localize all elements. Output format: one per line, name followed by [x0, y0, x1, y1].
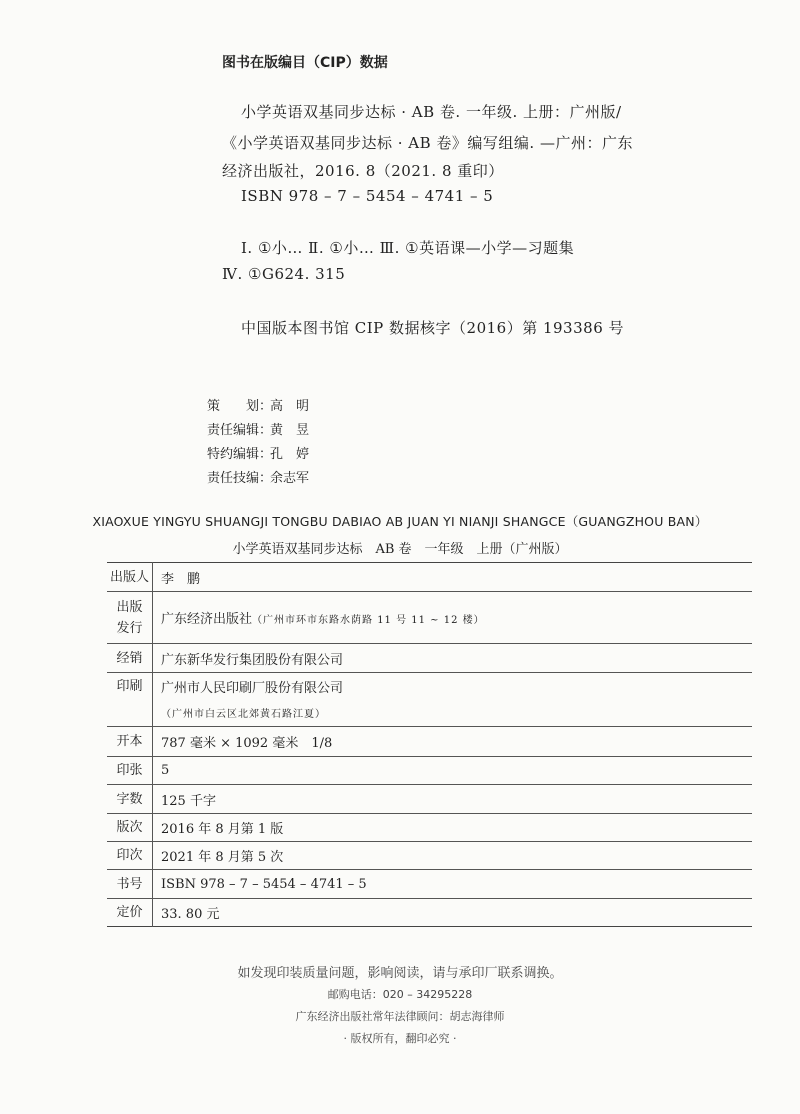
credit-label: 策 划：	[207, 399, 273, 414]
cip-line-1: 小学英语双基同步达标 · AB 卷. 一年级. 上册：广州版/	[241, 103, 622, 121]
publisher-address: （广州市环市东路水荫路 11 号 11 ~ 12 楼）	[252, 615, 485, 626]
row-value: 5	[161, 763, 170, 778]
cip-line-3: 经济出版社，2016. 8（2021. 8 重印）	[222, 162, 504, 180]
row-label: 版次	[107, 814, 153, 842]
row-label: 印刷	[107, 673, 153, 700]
cip-record-number: 中国版本图书馆 CIP 数据核字（2016）第 193386 号	[241, 319, 625, 337]
credit-label: 责任编辑：	[207, 423, 273, 438]
row-label: 印张	[107, 757, 153, 785]
publisher-name: 广东经济出版社	[161, 612, 253, 627]
row-label: 出版人	[107, 563, 153, 592]
title-chinese: 小学英语双基同步达标 AB 卷 一年级 上册（广州版）	[232, 542, 568, 557]
table-row	[107, 644, 752, 673]
table-row	[107, 870, 752, 899]
row-label: 字数	[107, 785, 153, 814]
table-row	[107, 673, 752, 700]
credit-planner	[207, 395, 309, 414]
row-value: 广州市人民印刷厂股份有限公司	[161, 680, 344, 696]
row-value: 33. 80 元	[161, 907, 220, 922]
credit-technical-editor	[207, 467, 309, 486]
table-row	[107, 592, 752, 644]
credit-value: 余志军	[270, 471, 310, 486]
row-label-line: 出版	[116, 599, 143, 615]
row-label: 定价	[107, 899, 153, 927]
row-value: 李 鹏	[161, 571, 201, 587]
footer-copyright: · 版权所有，翻印必究 ·	[343, 1032, 457, 1045]
footer-legal-counsel: 广东经济出版社常年法律顾问：胡志海律师	[295, 1010, 505, 1023]
table-row	[107, 700, 752, 727]
row-value: 2016 年 8 月第 1 版	[161, 822, 284, 837]
credit-special-editor	[207, 443, 309, 462]
row-label: 开本	[107, 727, 153, 757]
title-pinyin: XIAOXUE YINGYU SHUANGJI TONGBU DABIAO AB JUAN YI NIANJI SHANGCE（GUANGZHOU BAN）	[92, 514, 708, 529]
row-value: 广东新华发行集团股份有限公司	[161, 652, 344, 668]
cip-heading: 图书在版编目（CIP）数据	[222, 55, 388, 71]
row-value: 787 毫米 × 1092 毫米 1/8	[161, 736, 333, 751]
row-value: 125 千字	[161, 793, 216, 809]
row-value: 2021 年 8 月第 5 次	[161, 850, 284, 865]
row-label	[107, 592, 153, 644]
credit-editor	[207, 419, 309, 438]
cip-classification-1: Ⅰ. ①小… Ⅱ. ①小… Ⅲ. ①英语课—小学—习题集	[241, 239, 575, 257]
table-row	[107, 899, 752, 927]
table-row	[107, 757, 752, 785]
table-row	[107, 814, 752, 842]
row-value: ISBN 978 – 7 – 5454 – 4741 – 5	[161, 876, 367, 892]
credit-label: 责任技编：	[207, 471, 273, 486]
cip-line-2: 《小学英语双基同步达标 · AB 卷》编写组编. —广州：广东	[222, 134, 633, 152]
table-row	[107, 785, 752, 814]
cip-line-isbn: ISBN 978 – 7 – 5454 – 4741 – 5	[241, 187, 494, 205]
publication-info-table	[107, 562, 752, 927]
row-value	[153, 592, 753, 644]
row-label-line: 发行	[116, 620, 143, 636]
credit-value: 黄 昱	[270, 423, 310, 438]
footer-notice: 如发现印装质量问题，影响阅读，请与承印厂联系调换。	[237, 966, 563, 981]
credit-value: 高 明	[270, 399, 310, 414]
table-row	[107, 842, 752, 870]
credit-value: 孔 婷	[270, 447, 310, 462]
footer-phone: 邮购电话：020 – 34295228	[327, 988, 473, 1001]
credit-label: 特约编辑：	[207, 447, 273, 462]
row-label: 印次	[107, 842, 153, 870]
cip-classification-2: Ⅳ. ①G624. 315	[222, 265, 346, 283]
table-row	[107, 563, 752, 592]
table-row	[107, 727, 752, 757]
printer-address: （广州市白云区北郊黄石路江夏）	[161, 708, 326, 720]
row-label: 经销	[107, 644, 153, 673]
row-label: 书号	[107, 870, 153, 899]
